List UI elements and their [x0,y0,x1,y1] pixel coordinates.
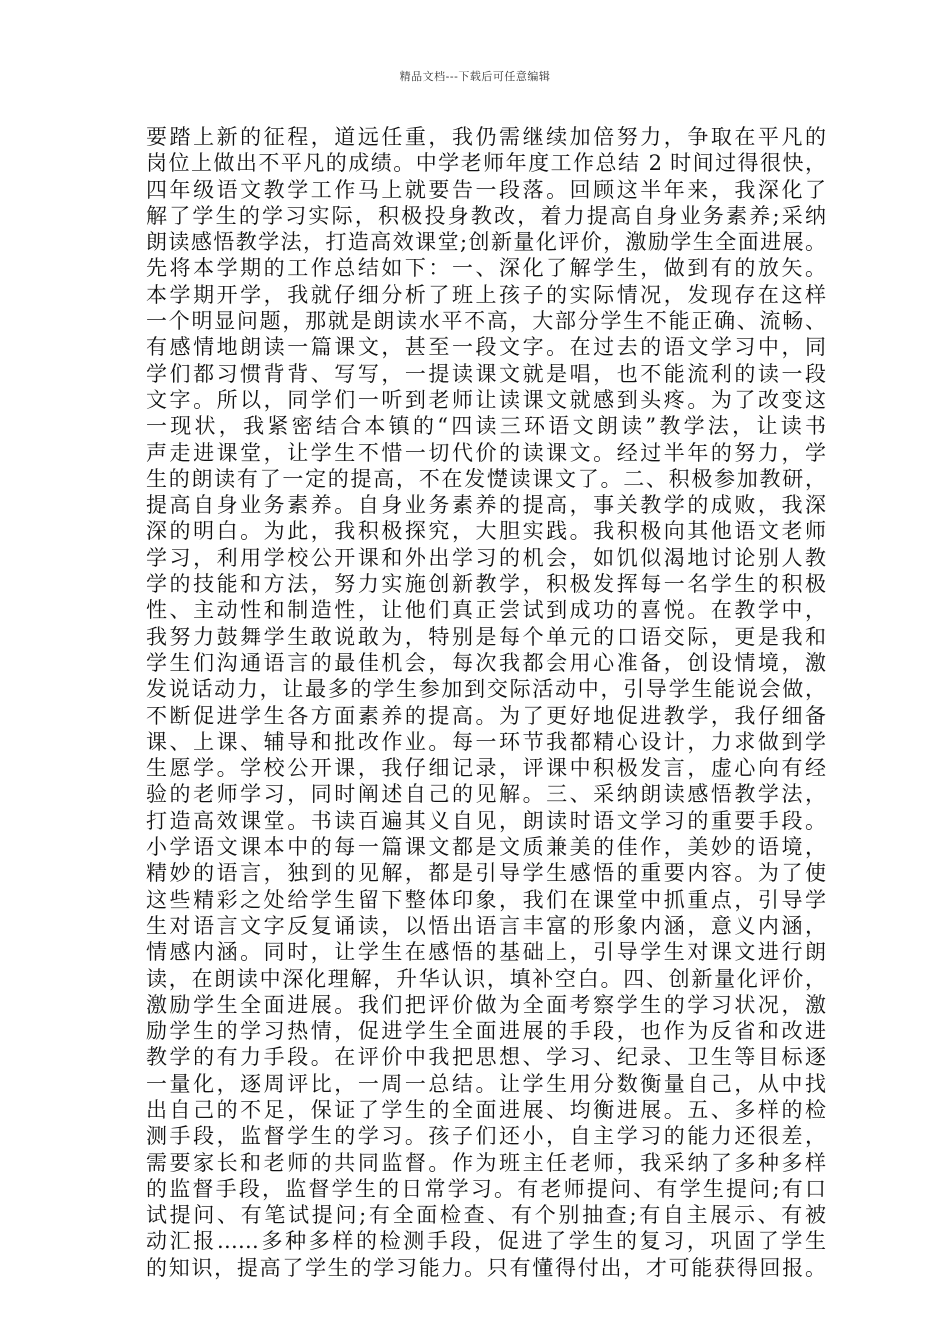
text-line: 本学期开学，我就仔细分析了班上孩子的实际情况，发现存在这样 [146,282,826,307]
text-line: 一个明显问题，那就是朗读水平不高，大部分学生不能正确、流畅、 [146,309,826,334]
text-line: 教学的有力手段。在评价中我把思想、学习、纪录、卫生等目标逐 [146,1045,826,1070]
text-line: 四年级语文教学工作马上就要告一段落。回顾这半年来，我深化了 [146,177,826,202]
page-header: 精品文档---下载后可任意编辑 [399,70,551,83]
text-line: 文字。所以，同学们一听到老师让读课文就感到头疼。为了改变这 [146,387,826,412]
text-line: 读，在朗读中深化理解，升华认识，填补空白。四、创新量化评价， [146,966,826,991]
text-line: 提高自身业务素养。自身业务素养的提高，事关教学的成败，我深 [146,493,826,518]
text-line: 激励学生全面进展。我们把评价做为全面考察学生的学习状况，激 [146,992,826,1017]
text-line: 出自己的不足，保证了学生的全面进展、均衡进展。五、多样的检 [146,1097,826,1122]
text-line: 我努力鼓舞学生敢说敢为，特别是每个单元的口语交际，更是我和 [146,624,826,649]
text-line: 试提问、有笔试提问;有全面检查、有个别抽查;有自主展示、有被 [146,1203,826,1228]
text-line: 生愿学。学校公开课，我仔细记录，评课中积极发言，虚心向有经 [146,756,826,781]
text-line: 学习，利用学校公开课和外出学习的机会，如饥似渴地讨论别人教 [146,545,826,570]
text-line: 励学生的学习热情，促进学生全面进展的手段，也作为反省和改进 [146,1019,826,1044]
text-line: 这些精彩之处给学生留下整体印象，我们在课堂中抓重点，引导学 [146,887,826,912]
document-body [146,124,826,1281]
text-line: 学们都习惯背背、写写，一提读课文就是唱，也不能流利的读一段 [146,361,826,386]
text-line: 性、主动性和制造性，让他们真正尝试到成功的喜悦。在教学中， [146,598,826,623]
text-line: 解了学生的学习实际，积极投身教改，着力提高自身业务素养;采纳 [146,203,826,228]
text-line: 生对语言文字反复诵读，以悟出语言丰富的形象内涵，意义内涵， [146,913,826,938]
text-line: 要踏上新的征程，道远任重，我仍需继续加倍努力，争取在平凡的 [146,125,826,149]
text-line: 课、上课、辅导和批改作业。每一环节我都精心设计，力求做到学 [146,729,826,754]
text-line: 需要家长和老师的共同监督。作为班主任老师，我采纳了多种多样 [146,1150,826,1175]
text-line: 朗读感悟教学法，打造高效课堂;创新量化评价，激励学生全面进展。 [146,230,826,255]
text-line: 小学语文课本中的每一篇课文都是文质兼美的佳作，美妙的语境， [146,835,826,860]
text-line: 一现状，我紧密结合本镇的“四读三环语文朗读”教学法，让读书 [146,414,826,439]
text-line: 生的朗读有了一定的提高，不在发憷读课文了。二、积极参加教研， [146,466,826,491]
text-line: 精妙的语言，独到的见解，都是引导学生感悟的重要内容。为了使 [146,861,826,886]
text-line: 深的明白。为此，我积极探究，大胆实践。我积极向其他语文老师 [146,519,826,544]
text-line: 发说话动力，让最多的学生参加到交际活动中，引导学生能说会做， [146,677,826,702]
text-line: 打造高效课堂。书读百遍其义自见，朗读时语文学习的重要手段。 [146,808,826,833]
text-line: 有感情地朗读一篇课文，甚至一段文字。在过去的语文学习中，同 [146,335,826,360]
text-line: 声走进课堂，让学生不惜一切代价的读课文。经过半年的努力，学 [146,440,826,465]
text-line: 的知识，提高了学生的学习能力。只有懂得付出，才可能获得回报。 [146,1255,826,1280]
text-line: 学的技能和方法，努力实施创新教学，积极发挥每一名学生的积极 [146,572,826,597]
text-line: 动汇报……多种多样的检测手段，促进了学生的复习，巩固了学生 [146,1229,826,1254]
text-line: 学生们沟通语言的最佳机会，每次我都会用心准备，创设情境，激 [146,650,826,675]
text-line: 测手段，监督学生的学习。孩子们还小，自主学习的能力还很差， [146,1124,826,1149]
text-line: 情感内涵。同时，让学生在感悟的基础上，引导学生对课文进行朗 [146,940,826,965]
text-line: 验的老师学习，同时阐述自己的见解。三、采纳朗读感悟教学法， [146,782,826,807]
text-line: 的监督手段，监督学生的日常学习。有老师提问、有学生提问;有口 [146,1176,826,1201]
text-line: 先将本学期的工作总结如下：一、深化了解学生，做到有的放矢。 [146,256,826,281]
text-line: 岗位上做出不平凡的成绩。中学老师年度工作总结 2 时间过得很快， [146,151,826,176]
text-line: 一量化，逐周评比，一周一总结。让学生用分数衡量自己，从中找 [146,1071,826,1096]
text-line: 不断促进学生各方面素养的提高。为了更好地促进教学，我仔细备 [146,703,826,728]
